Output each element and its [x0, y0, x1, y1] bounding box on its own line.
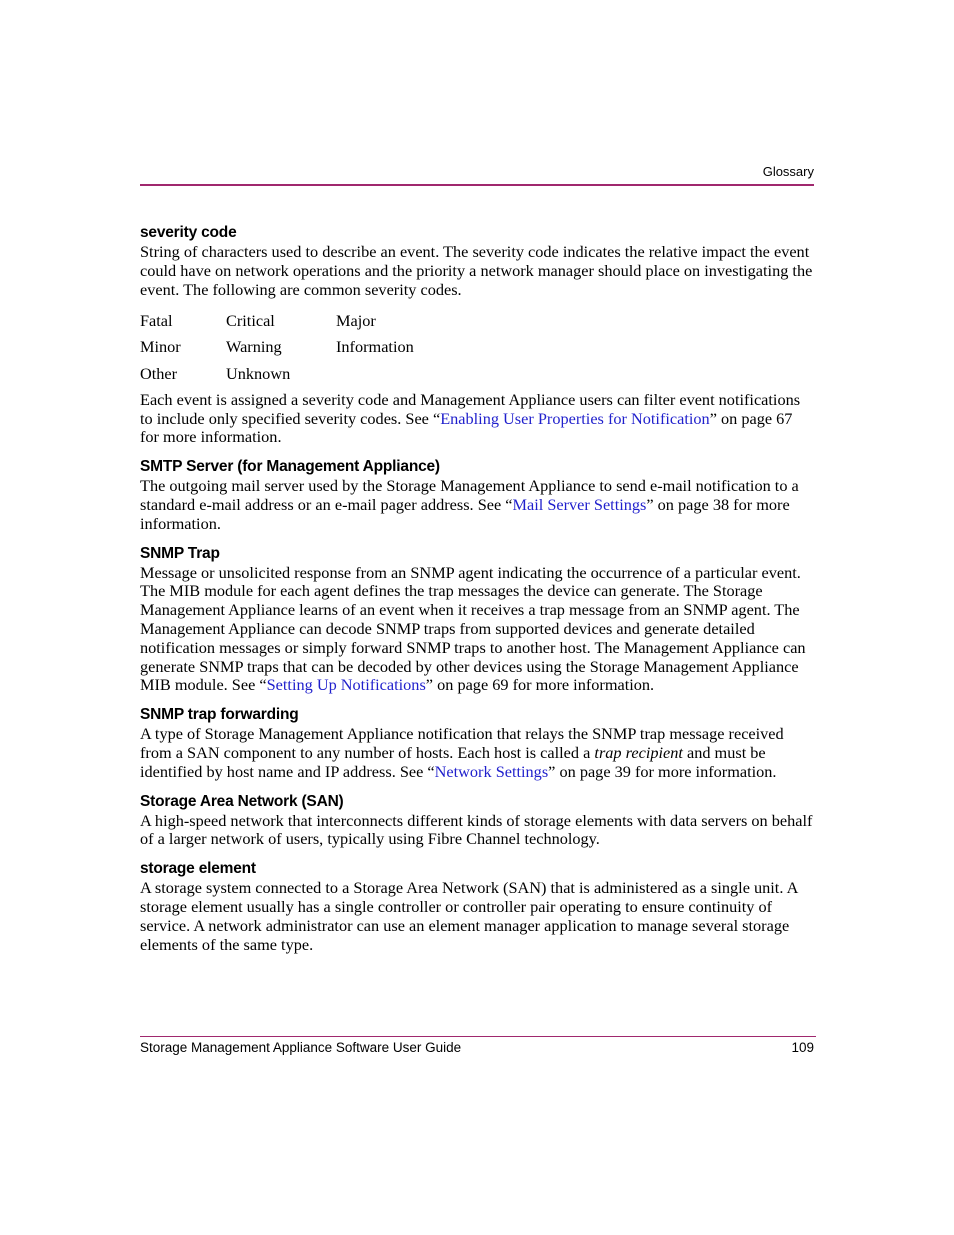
severity-code-cell: Critical	[226, 310, 275, 330]
cross-reference-link[interactable]: Mail Server Settings	[512, 495, 647, 515]
definition-text: A type of Storage Management Appliance notification that relays the SNMP trap message received from a SAN component to any number of hosts. Each host is called a	[140, 724, 784, 763]
header-rule	[140, 184, 814, 186]
severity-code-cell: Other	[140, 363, 178, 383]
glossary-content	[140, 223, 814, 964]
severity-code-cell: Warning	[226, 337, 282, 357]
cross-reference-link[interactable]: Enabling User Properties for Notification	[440, 408, 710, 428]
term-definition: A high-speed network that interconnects different kinds of storage elements with data servers on behalf of a larger network of users, typically using Fibre Channel technology.	[140, 810, 813, 849]
term-heading: storage element	[140, 860, 256, 878]
glossary-entry-san	[140, 792, 814, 850]
term-definition-continued	[140, 391, 814, 447]
glossary-entry-smtp-server	[140, 457, 814, 533]
page-number: 109	[791, 1040, 814, 1055]
footer-rule	[140, 1036, 816, 1037]
term-definition	[140, 564, 814, 696]
severity-code-cell: Fatal	[140, 310, 173, 330]
severity-codes-row	[140, 360, 814, 387]
definition-text: ” on page 69 for more information.	[425, 675, 655, 695]
definition-text: ” on page 39 for more information.	[548, 761, 777, 781]
definition-text: Message or unsolicited response from an SNMP agent indicating the occurrence of a particular event. The MIB module for each agent defines the trap messages the device can generate. The Storage Management Appliance learns of an event when it receives a trap message from an SNMP agent. The Management Appliance can decode SNMP traps from supported devices and generate detailed notification messages or simply forward SNMP traps to another host. The Management Appliance can generate SNMP traps that can be decoded by other devices using the Storage Management Appliance MIB module. See “	[140, 562, 806, 695]
definition-text: Each event is assigned a severity code and Management Appliance users can filter event notifications to include only specified severity codes. See “	[140, 389, 801, 428]
severity-codes-row	[140, 334, 814, 361]
term-definition: A storage system connected to a Storage Area Network (SAN) that is administered as a single unit. A storage element usually has a single controller or controller pair operating to ensure continuity of service. A network administrator can use an element manager application to manage several storage elements of the same type.	[140, 878, 798, 954]
glossary-entry-snmp-trap	[140, 544, 814, 696]
severity-code-cell: Unknown	[226, 363, 291, 383]
footer-title: Storage Management Appliance Software User Guide	[140, 1040, 462, 1055]
severity-code-cell: Information	[336, 337, 414, 357]
term-heading: SNMP Trap	[140, 544, 220, 562]
term-heading: SMTP Server (for Management Appliance)	[140, 458, 440, 476]
definition-text: The outgoing mail server used by the Storage Management Appliance to send e-mail notification to a standard e-mail address or an e-mail pager address. See “	[140, 476, 799, 515]
italic-term: trap recipient	[594, 743, 683, 763]
term-definition	[140, 477, 814, 533]
term-heading: SNMP trap forwarding	[140, 706, 299, 724]
running-header: Glossary	[762, 164, 814, 179]
term-definition: String of characters used to describe an event. The severity code indicates the relative impact the event could have on network operations and the priority a network manager should place on investigating the event. The following are common severity codes.	[140, 242, 813, 299]
cross-reference-link[interactable]: Network Settings	[434, 761, 549, 781]
glossary-entry-snmp-trap-forwarding	[140, 705, 814, 781]
term-heading: Storage Area Network (SAN)	[140, 792, 344, 810]
definition-text: ” on page 38 for more information.	[140, 495, 790, 533]
severity-codes-row	[140, 307, 814, 334]
severity-codes-table	[140, 307, 814, 387]
definition-text: ” on page 67 for more information.	[140, 408, 793, 447]
severity-code-cell: Major	[336, 310, 376, 330]
term-definition	[140, 725, 814, 781]
cross-reference-link[interactable]: Setting Up Notifications	[266, 675, 426, 695]
glossary-entry-severity-code	[140, 223, 814, 447]
glossary-entry-storage-element	[140, 859, 814, 954]
definition-text: and must be identified by host name and IP address. See “	[140, 743, 766, 781]
term-heading: severity code	[140, 224, 237, 241]
severity-code-cell: Minor	[140, 337, 181, 357]
